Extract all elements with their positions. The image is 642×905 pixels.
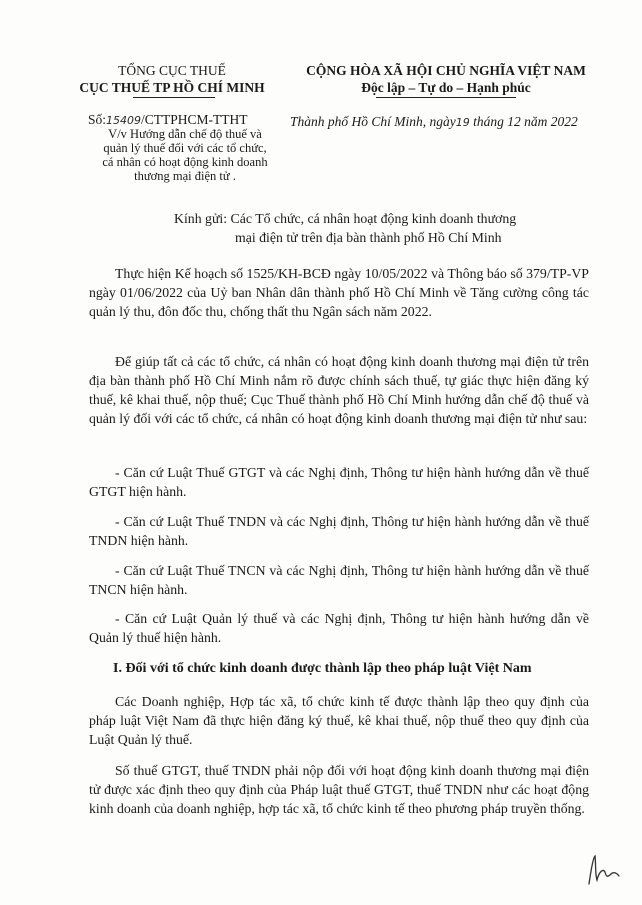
recipient-block	[174, 209, 594, 228]
date-day-handwritten: 19	[455, 116, 470, 129]
motto-underline	[376, 97, 516, 98]
subject-block	[70, 127, 300, 183]
subject-line: V/v Hướng dẫn chế độ thuế và	[108, 127, 262, 141]
section-paragraph: Các Doanh nghiệp, Hợp tác xã, tổ chức kinh tế được thành lập theo quy định của pháp luật Việt Nam đã thực hiện đăng ký thuế, kê khai thuế, nộp thuế theo quy định của Luật Quản lý thuế.	[89, 694, 589, 747]
date-prefix: Thành phố Hồ Chí Minh, ngày	[290, 114, 456, 129]
left-header-underline	[133, 97, 215, 98]
subject-line: quản lý thuế đối với các tổ chức,	[103, 141, 267, 155]
number-prefix: Số:	[88, 112, 107, 127]
motto: Độc lập – Tự do – Hạnh phúc	[361, 80, 531, 95]
legal-basis-item: - Căn cứ Luật Quản lý thuế và các Nghị định, Thông tư hiện hành hướng dẫn về Quản lý thuế hiện hành.	[89, 611, 589, 645]
left-header	[60, 62, 284, 96]
legal-basis-item: - Căn cứ Luật Thuế TNDN và các Nghị định, Thông tư hiện hành hướng dẫn về thuế TNDN hiện hành.	[89, 514, 589, 548]
recipient-line-1: Các Tổ chức, cá nhân hoạt động kinh doanh thương	[230, 211, 517, 226]
intro-paragraph: Thực hiện Kế hoạch số 1525/KH-BCĐ ngày 10/05/2022 và Thông báo số 379/TP-VP ngày 01/06/2022 của Uỷ ban Nhân dân thành phố Hồ Chí Minh về Tăng cường công tác quản lý thu, đôn đốc thu, chống thất thu Ngân sách năm 2022.	[89, 266, 589, 319]
subject-line: cá nhân có hoạt động kinh doanh	[102, 155, 268, 169]
department-name: CỤC THUẾ TP HỒ CHÍ MINH	[79, 80, 265, 95]
date-suffix: tháng 12 năm 2022	[473, 114, 578, 129]
right-header	[286, 62, 606, 96]
section-heading: I. Đối với tổ chức kinh doanh được thành lập theo pháp luật Việt Nam	[113, 661, 532, 676]
legal-basis-item: - Căn cứ Luật Thuế TNCN và các Nghị định, Thông tư hiện hành hướng dẫn về thuế TNCN hiện hành.	[89, 563, 589, 597]
section-paragraph: Số thuế GTGT, thuế TNDN phải nộp đối với hoạt động kinh doanh thương mại điện tử được xác định theo quy định của Pháp luật thuế GTGT, thuế TNDN như các hoạt động kinh doanh của doanh nghiệp, hợp tác xã, tổ chức kinh tế theo phương pháp truyền thống.	[89, 763, 589, 816]
legal-basis-item: - Căn cứ Luật Thuế GTGT và các Nghị định, Thông tư hiện hành hướng dẫn về thuế GTGT hiện hành.	[89, 465, 589, 499]
purpose-paragraph: Để giúp tất cả các tổ chức, cá nhân có hoạt động kinh doanh thương mại điện tử trên địa bàn thành phố Hồ Chí Minh nắm rõ được chính sách thuế, tự giác thực hiện đăng ký thuế, kê khai thuế, nộp thuế; Cục Thuế thành phố Hồ Chí Minh hướng dẫn chế độ thuế và quản lý đối với các tổ chức, cá nhân có hoạt động kinh doanh thương mại điện tử như sau:	[89, 354, 589, 426]
recipient-label: Kính gửi:	[174, 211, 228, 226]
nation-title: CỘNG HÒA XÃ HỘI CHỦ NGHĨA VIỆT NAM	[306, 63, 586, 78]
number-handwritten: 15409	[106, 114, 142, 127]
issue-date	[290, 113, 610, 131]
recipient-line-2: mại điện tử trên địa bàn thành phố Hồ Chí Minh	[235, 230, 502, 245]
agency-name: TỔNG CỤC THUẾ	[118, 63, 226, 78]
number-suffix: /CTTPHCM-TTHT	[141, 112, 248, 127]
initials-signature	[583, 850, 623, 890]
subject-line: thương mại điện tử .	[134, 169, 236, 183]
